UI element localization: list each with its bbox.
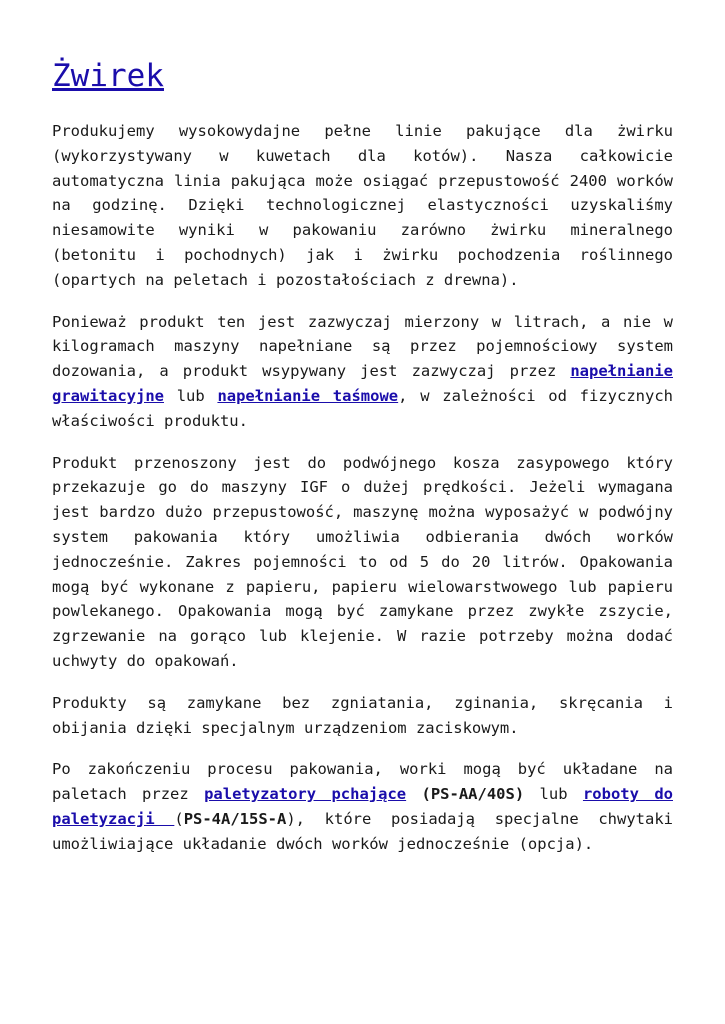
paragraph-palletizing [52, 757, 673, 856]
article [52, 54, 673, 874]
p2-text-after: , w zależności od fizycznych właściwości produktu. [52, 386, 673, 430]
paragraph-closing: Produkty są zamykane bez zgniatania, zginania, skręcania i obijania dzięki specjalnym urządzeniom zaciskowym. [52, 693, 673, 737]
p5-mid: lub [524, 785, 583, 804]
palletizing-robots-link[interactable]: roboty do paletyzacji [52, 785, 673, 828]
paragraph-hopper: Produkt przenoszony jest do podwójnego kosza zasypowego który przekazuje go do maszyny IGF o dużej prędkości. Jeżeli wymagana jest bardzo dużo przepustowość, maszynę można wyposażyć w podwójny system pakowania który umożliwia odbierania dwóch worków jednocześnie. Zakres pojemności to od 5 do 20 litrów. Opakowania mogą być wykonane z papieru, papieru wielowarstwowego lub papieru powlekanego. Opakowania mogą być zamykane przez zwykłe zszycie, zgrzewanie na gorąco lub klejenie. W razie potrzeby można dodać uchwyty do opakowań. [52, 453, 673, 670]
p2-text-before: Ponieważ produkt ten jest zazwyczaj mierzony w litrach, a nie w kilogramach maszyny napełniane są przez pojemnościowy system dozowania, a produkt wsypywany jest zazwyczaj przez [52, 312, 673, 381]
page-title [52, 54, 673, 98]
p5-paren: ( [174, 809, 184, 828]
p2-mid: lub [163, 386, 218, 405]
push-palletizers-link[interactable]: paletyzatory pchające [204, 785, 407, 804]
p5-text-before: Po zakończeniu procesu pakowania, worki mogą być układane na paletach przez [52, 760, 673, 804]
belt-filling-link[interactable]: napełnianie taśmowe [217, 386, 399, 405]
model-ps-aa-40s: (PS-AA/40S) [406, 785, 525, 804]
paragraph-intro: Produkujemy wysokowydajne pełne linie pakujące dla żwirku (wykorzystywany w kuwetach dla kotów). Nasza całkowicie automatyczna linia pakująca może osiągać przepustowość 2400 worków na godzinę. Dzięki technologicznej elastyczności uzyskaliśmy niesamowite wyniki w pakowaniu zarówno żwirku mineralnego (betonitu i pochodnych) jak i żwirku pochodzenia roślinnego (opartych na peletach i pozostałościach z drewna). [52, 122, 673, 289]
model-ps-4a-15s-a: PS-4A/15S-A [183, 809, 287, 828]
gravity-filling-link[interactable]: napełnianie grawitacyjne [52, 362, 673, 405]
p5-text-after: ), które posiadają specjalne chwytaki umożliwiające układanie dwóch worków jednocześnie (opcja). [52, 809, 674, 853]
title-link[interactable]: Żwirek [52, 58, 164, 94]
paragraph-dosing [52, 310, 673, 434]
